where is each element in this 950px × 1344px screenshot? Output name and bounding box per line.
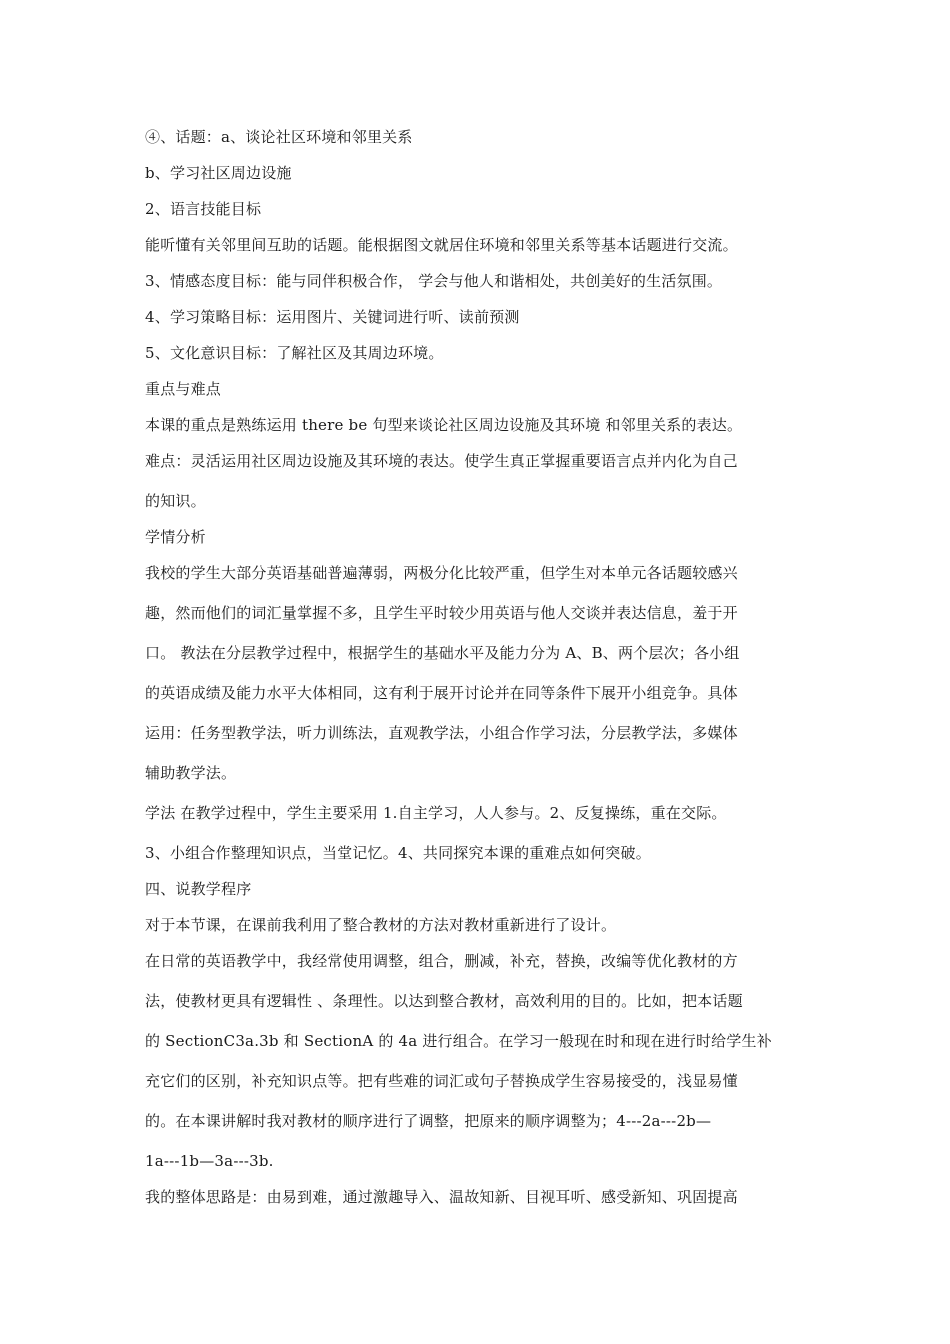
text-line: 1a---1b—3a---3b. (145, 1152, 274, 1170)
text-line: 的 SectionC3a.3b 和 SectionA 的 4a 进行组合。在学习一般现在时和现在进行时给学生补 (145, 1032, 772, 1050)
text-line: 的知识。 (145, 492, 206, 510)
text-line: 本课的重点是熟练运用 there be 句型来谈论社区周边设施及其环境 和邻里关系的表达。 (145, 416, 743, 434)
text-line: 能听懂有关邻里间互助的话题。能根据图文就居住环境和邻里关系等基本话题进行交流。 (145, 236, 738, 254)
text-line: 的英语成绩及能力水平大体相同，这有利于展开讨论并在同等条件下展开小组竞争。具体 (145, 684, 738, 702)
text-line: 法，使教材更具有逻辑性 、条理性。以达到整合教材，高效利用的目的。比如，把本话题 (145, 992, 743, 1010)
text-line: 运用：任务型教学法，听力训练法，直观教学法，小组合作学习法，分层教学法，多媒体 (145, 724, 738, 742)
text-line: b、学习社区周边设施 (145, 164, 292, 182)
section-heading: 重点与难点 (145, 380, 222, 398)
text-line: 我校的学生大部分英语基础普遍薄弱，两极分化比较严重，但学生对本单元各话题较感兴 (145, 564, 738, 582)
text-line: 3、小组合作整理知识点，当堂记忆。4、共同探究本课的重难点如何突破。 (145, 844, 651, 862)
text-line: 趣，然而他们的词汇量掌握不多，且学生平时较少用英语与他人交谈并表达信息，羞于开 (145, 604, 738, 622)
text-line: 3、情感态度目标：能与同伴积极合作， 学会与他人和谐相处，共创美好的生活氛围。 (145, 272, 723, 290)
text-line: 5、文化意识目标：了解社区及其周边环境。 (145, 344, 444, 362)
text-line: 难点：灵活运用社区周边设施及其环境的表达。使学生真正掌握重要语言点并内化为自己 (145, 452, 738, 470)
text-line: 辅助教学法。 (145, 764, 237, 782)
text-line: 在日常的英语教学中，我经常使用调整，组合，删减，补充，替换，改编等优化教材的方 (145, 952, 738, 970)
text-line: 学法 在教学过程中，学生主要采用 1.自主学习，人人参与。2、反复操练，重在交际。 (145, 804, 727, 822)
text-line: 的。在本课讲解时我对教材的顺序进行了调整，把原来的顺序调整为；4---2a---2b— (145, 1112, 712, 1130)
text-line: 我的整体思路是：由易到难，通过激趣导入、温故知新、目视耳听、感受新知、巩固提高 (145, 1188, 738, 1206)
section-heading: 2、语言技能目标 (145, 200, 262, 218)
text-line: 口。 教法在分层教学过程中，根据学生的基础水平及能力分为 A、B、两个层次；各小组 (145, 644, 740, 662)
section-heading: 四、说教学程序 (145, 880, 252, 898)
text-line: 4、学习策略目标：运用图片、关键词进行听、读前预测 (145, 308, 520, 326)
section-heading: 学情分析 (145, 528, 206, 546)
text-line: 对于本节课，在课前我利用了整合教材的方法对教材重新进行了设计。 (145, 916, 617, 934)
text-line: 充它们的区别，补充知识点等。把有些难的词汇或句子替换成学生容易接受的，浅显易懂 (145, 1072, 738, 1090)
text-line: ④、话题：a、谈论社区环境和邻里关系 (145, 128, 413, 146)
